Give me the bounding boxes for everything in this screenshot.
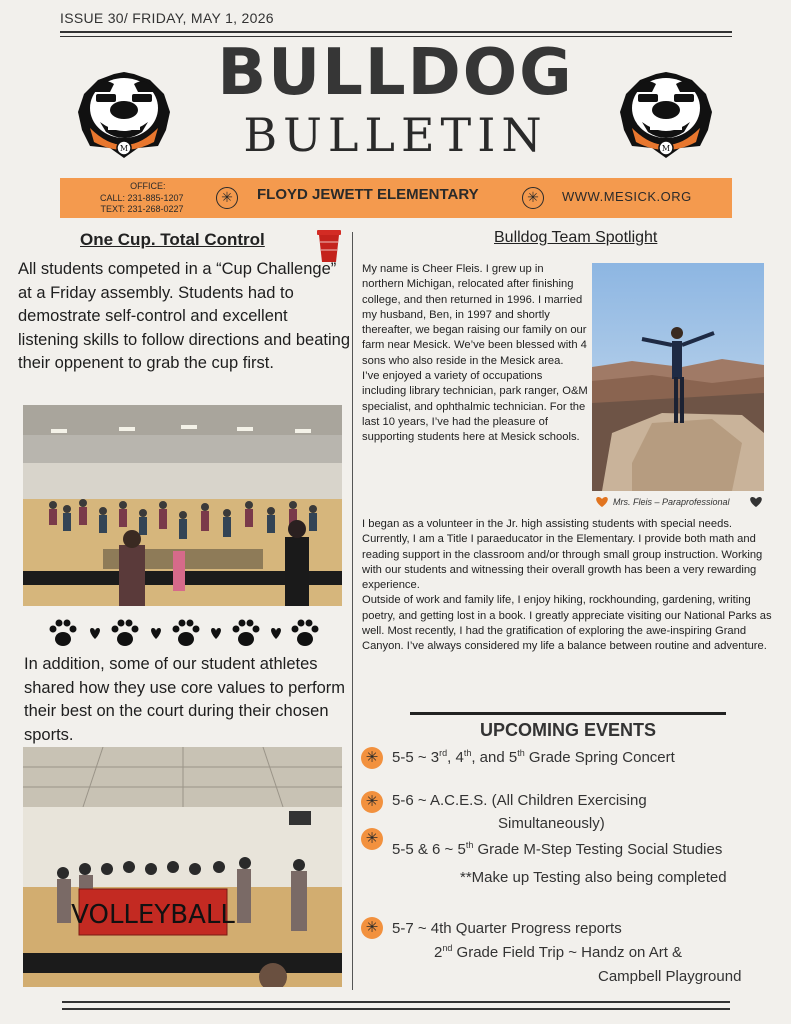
title-bulletin: BULLETIN: [243, 108, 548, 162]
asterisk-icon: ✳: [361, 747, 383, 769]
spotlight-para1: My name is Cheer Fleis. I grew up in northern Michigan, relocated after finishing college, and then returned in 1996. I married my husband, Ben, in 1997 and shortly thereafter, we began raising our family on our farm near Mesick. We’ve been blessed with 4 sons who also reside in the Mesick area.: [362, 263, 587, 367]
office-contact: [100, 181, 184, 216]
photo-caption: Mrs. Fleis – Paraprofessional: [613, 497, 730, 507]
event-1-text: 5-5 ~ 3: [392, 749, 440, 766]
cup-challenge-paragraph: All students competed in a “Cup Challenge” at a Friday assembly. Students had to demostrate self-control and excellent listening skills to follow directions and beating their oppenent to grab the cup first.: [18, 260, 351, 372]
column-divider: [352, 232, 353, 990]
spotlight-para2: I’ve enjoyed a variety of occupations including library technician, park ranger, O&M specialist, and ophthalmic technician. For the last 10 years, I’ve had the pleasure of supporting students here at Mesick schools.: [362, 370, 588, 444]
event-1-sup: th: [463, 748, 472, 758]
event-1-sup: rd: [439, 748, 448, 758]
bottom-rule: [62, 1001, 730, 1003]
event-1-text: , 4: [447, 749, 464, 766]
event-5: [434, 944, 682, 961]
heart-icon: [749, 496, 763, 508]
svg-text:M: M: [661, 144, 671, 153]
event-5-line2: Campbell Playground: [598, 968, 742, 985]
event-3-sup: th: [465, 840, 474, 850]
asterisk-icon: ✳: [522, 187, 544, 209]
office-text: TEXT: 231-268-0227: [100, 204, 184, 214]
athletes-paragraph: In addition, some of our student athletes shared how they use core values to perform their best on the court during their chosen sports.: [24, 655, 346, 744]
event-4: 5-7 ~ 4th Quarter Progress reports: [392, 920, 622, 937]
asterisk-icon: ✳: [361, 828, 383, 850]
event-1-sup: th: [517, 748, 525, 758]
svg-text:M: M: [119, 144, 129, 153]
title-bulldog: BULLDOG: [217, 36, 574, 110]
spotlight-body: [362, 517, 772, 655]
bulldog-logo-icon: [612, 58, 720, 162]
events-heading: UPCOMING EVENTS: [479, 720, 657, 740]
office-call: CALL: 231-885-1207: [100, 192, 184, 203]
asterisk-icon: ✳: [361, 917, 383, 939]
event-2-line2: Simultaneously): [498, 815, 605, 832]
asterisk-icon: ✳: [216, 187, 238, 209]
bulldog-logo-icon: [70, 58, 178, 162]
office-label: OFFICE:: [130, 181, 166, 191]
event-5-text: Grade Field Trip ~ Handz on Art &: [452, 944, 683, 961]
issue-line: ISSUE 30/ FRIDAY, MAY 1, 2026: [60, 10, 274, 26]
event-5-text: 2: [434, 944, 443, 961]
spotlight-intro: [362, 262, 588, 446]
events-rule: [410, 712, 726, 715]
volleyball-photo: [23, 747, 342, 987]
event-2-line1: 5-6 ~ A.C.E.S. (All Children Exercising: [392, 792, 647, 809]
spotlight-para4: Outside of work and family life, I enjoy hiking, rockhounding, gardening, writing poetry, and getting lost in a book. I greatly appreciate visiting our National Parks as well. Most recently, I had the gratification of exploring the awe-inspiring Grand Canyon. I’ve always considered my life a balance between routine and adventure.: [362, 594, 772, 653]
event-1-text: , and 5: [471, 749, 518, 766]
website-link[interactable]: WWW.MESICK.ORG: [562, 189, 692, 204]
volleyball-banner: VOLLEYBALL: [71, 900, 235, 930]
event-1-text: Grade Spring Concert: [524, 749, 675, 766]
event-3: [392, 841, 722, 858]
left-heading: One Cup. Total Control: [80, 230, 265, 249]
event-3-text: Grade M-Step Testing Social Studies: [473, 841, 723, 858]
event-3-text: 5-5 & 6 ~ 5: [392, 841, 466, 858]
asterisk-icon: ✳: [361, 791, 383, 813]
heart-icon: [595, 496, 609, 508]
assembly-photo: [23, 405, 342, 606]
spotlight-heading: Bulldog Team Spotlight: [494, 229, 658, 246]
spotlight-photo: [592, 263, 764, 491]
school-name: FLOYD JEWETT ELEMENTARY: [257, 186, 479, 203]
event-3-note: **Make up Testing also being completed: [460, 869, 727, 886]
top-rule: [60, 31, 732, 33]
bottom-rule: [62, 1008, 730, 1010]
spotlight-para3: I began as a volunteer in the Jr. high assisting students with special needs. Currently, I am a Title I paraeducator in the Elementary. I provide both math and reading support in the classroom and/or through small group instruction. Working with our students and witnessing their overall growth has been a very rewarding experience.: [362, 518, 763, 592]
event-5-sup: nd: [442, 943, 453, 953]
paw-heart-divider: [46, 614, 322, 648]
event-1: [392, 749, 675, 766]
